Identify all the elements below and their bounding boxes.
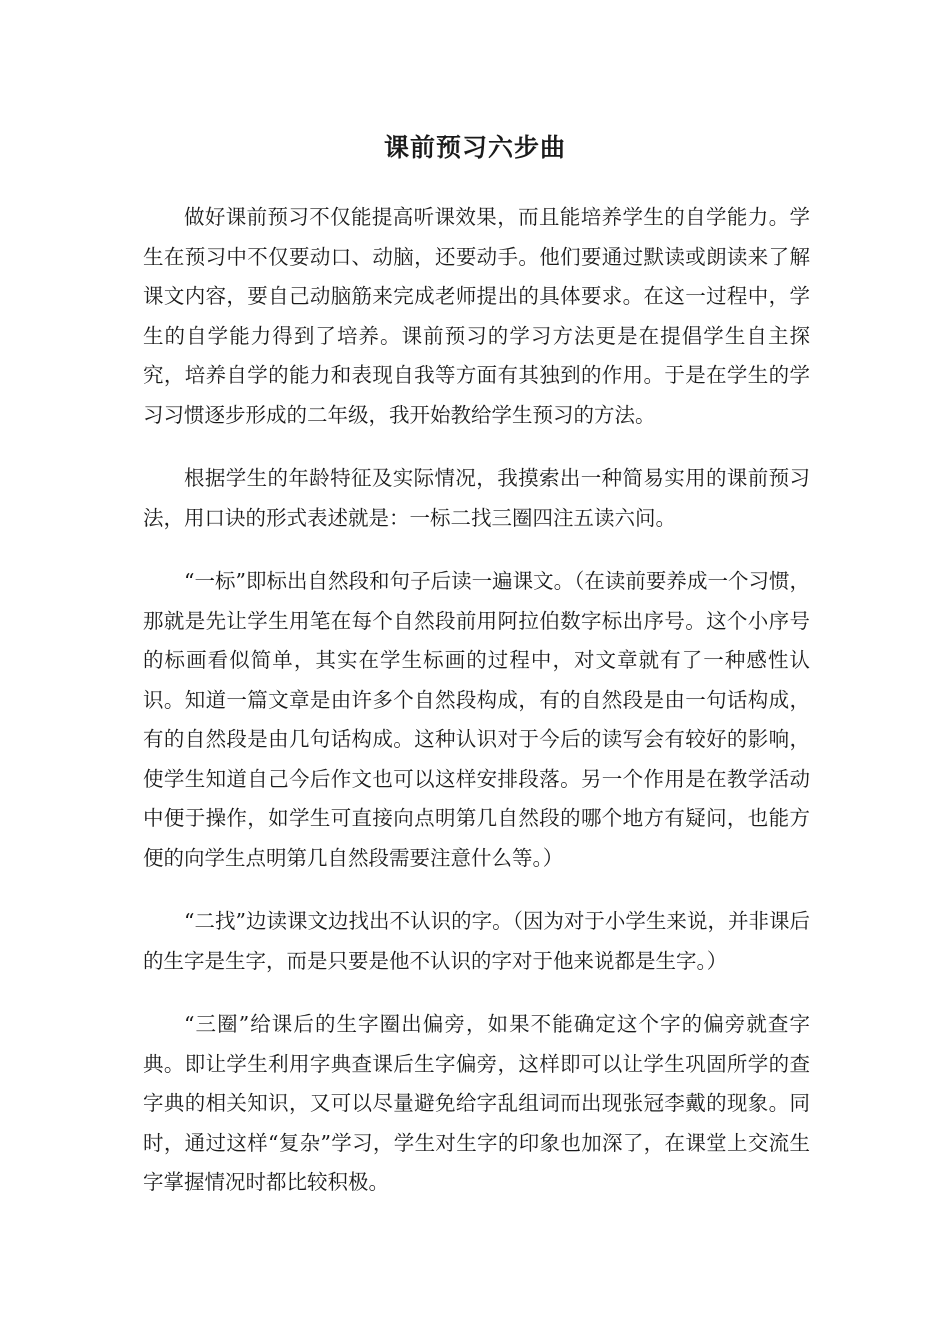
paragraph-step-one: “一标”即标出自然段和句子后读一遍课文。（在读前要养成一个习惯，那就是先让学生用笔在每个自然段前用阿拉伯数字标出序号。这个小序号的标画看似简单，其实在学生标画的过程中，对文章就有了一种感性认识。知道一篇文章是由许多个自然段构成，有的自然段是由一句话构成，有的自然段是由几句话构成。这种认识对于今后的读写会有较好的影响，使学生知道自己今后作文也可以这样安排段落。另一个作用是在教学活动中便于操作，如学生可直接向点明第几自然段的哪个地方有疑问，也能方便的向学生点明第几自然段需要注意什么等。） bbox=[143, 569, 810, 870]
paragraph-step-two: “二找”边读课文边找出不认识的字。（因为对于小学生来说，并非课后的生字是生字，而是只要是他不认识的字对于他来说都是生字。） bbox=[143, 909, 810, 973]
paragraph-step-three: “三圈”给课后的生字圈出偏旁，如果不能确定这个字的偏旁就查字典。即让学生利用字典查课后生字偏旁，这样即可以让学生巩固所学的查字典的相关知识，又可以尽量避免给字乱组词而出现张冠李戴的现象。同时，通过这样“复杂”学习，学生对生字的印象也加深了，在课堂上交流生字掌握情况时都比较积极。 bbox=[143, 1012, 810, 1194]
document-title: 课前预习六步曲 bbox=[383, 133, 566, 162]
document-body bbox=[143, 198, 810, 1227]
paragraph-method-summary: 根据学生的年龄特征及实际情况，我摸索出一种简易实用的课前预习法，用口诀的形式表述就是：一标二找三圈四注五读六问。 bbox=[143, 466, 810, 530]
paragraph-intro: 做好课前预习不仅能提高听课效果，而且能培养学生的自学能力。学生在预习中不仅要动口、动脑，还要动手。他们要通过默读或朗读来了解课文内容，要自己动脑筋来完成老师提出的具体要求。在这一过程中，学生的自学能力得到了培养。课前预习的学习方法更是在提倡学生自主探究，培养自学的能力和表现自我等方面有其独到的作用。于是在学生的学习习惯逐步形成的二年级，我开始教给学生预习的方法。 bbox=[143, 205, 810, 427]
